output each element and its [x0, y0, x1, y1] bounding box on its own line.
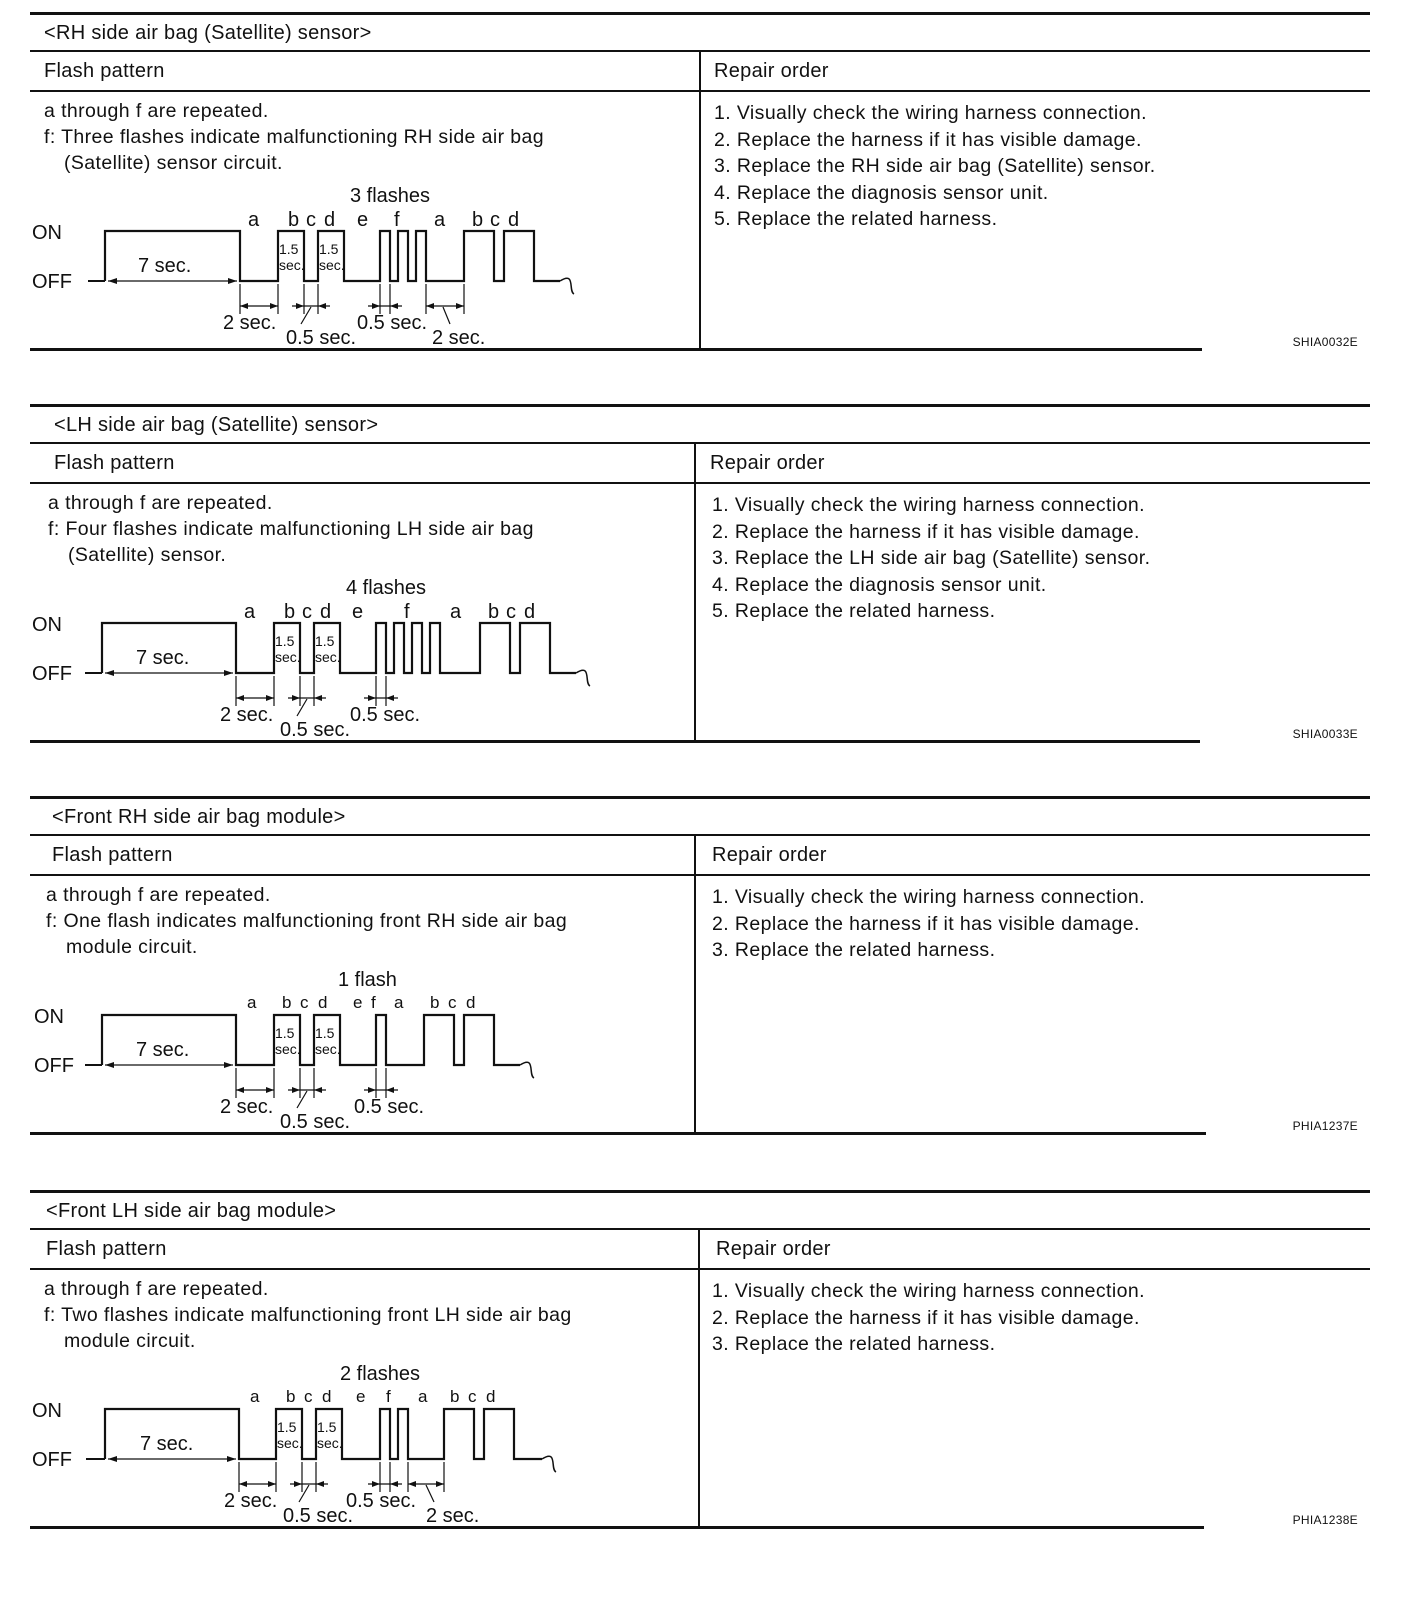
flash-count-label: 1 flash: [338, 969, 397, 991]
half-sec-label: 0.5 sec.: [350, 704, 421, 726]
letter-c: c: [300, 993, 309, 1012]
divider: [30, 1190, 1370, 1193]
letter-f: f: [386, 1387, 391, 1406]
on-label: ON: [32, 614, 62, 636]
letter-c: c: [506, 601, 516, 623]
figure-code: SHIA0033E: [1292, 727, 1358, 741]
letter-b: b: [430, 993, 440, 1012]
repair-step: 2. Replace the harness if it has visible damage.: [712, 1306, 1140, 1329]
flash-description: [44, 98, 544, 176]
letter-c: c: [468, 1387, 477, 1406]
repair-order-header: Repair order: [714, 60, 829, 82]
letter-e: e: [352, 601, 364, 623]
letter-d: d: [320, 601, 332, 623]
half-sec-label: 0.5 sec.: [346, 1490, 417, 1512]
flash-timing-diagram: [30, 566, 670, 744]
column-divider: [699, 50, 701, 350]
flash-pattern-header: Flash pattern: [44, 60, 165, 82]
repair-step: 2. Replace the harness if it has visible damage.: [712, 912, 1140, 935]
letter-d: d: [318, 993, 328, 1012]
repair-step: 5. Replace the related harness.: [712, 600, 996, 622]
letter-a: a: [247, 993, 257, 1012]
desc-line: (Satellite) sensor circuit.: [64, 152, 283, 174]
repair-step: 2. Replace the harness if it has visible damage.: [712, 520, 1140, 543]
letter-a: a: [450, 601, 462, 623]
divider: [30, 442, 1370, 444]
letter-c: c: [306, 209, 316, 231]
divider: [30, 404, 1370, 407]
off-label: OFF: [32, 663, 72, 685]
on-label: ON: [32, 222, 62, 244]
column-divider: [694, 834, 696, 1134]
letter-e: e: [353, 993, 363, 1012]
on-label: ON: [32, 1400, 62, 1422]
letter-b: b: [288, 209, 300, 231]
letter-d: d: [524, 601, 536, 623]
half-sec-label: 0.5 sec.: [280, 1111, 351, 1133]
pulse-duration-label: 1.5: [277, 1419, 297, 1435]
repair-step: 3. Replace the RH side air bag (Satellite) sensor.: [714, 155, 1156, 177]
repair-order-list: [712, 492, 1150, 625]
column-divider: [694, 442, 696, 742]
repair-step: 2. Replace the harness if it has visible damage.: [714, 128, 1142, 151]
flash-timing-diagram: [30, 1352, 670, 1530]
section-title: <RH side air bag (Satellite) sensor>: [44, 22, 372, 44]
on-label: ON: [34, 1006, 64, 1028]
repair-step: 3. Replace the related harness.: [712, 1333, 996, 1355]
two-sec-label: 2 sec.: [223, 312, 277, 334]
seven-sec-label: 7 sec.: [138, 255, 192, 277]
half-sec-label: 0.5 sec.: [354, 1096, 425, 1118]
flash-pattern-header: Flash pattern: [52, 844, 173, 866]
repair-order-header: Repair order: [712, 844, 827, 866]
letter-b: b: [450, 1387, 460, 1406]
letter-d: d: [324, 209, 336, 231]
desc-line: (Satellite) sensor.: [68, 544, 227, 566]
section-lh-satellite-sensor: [30, 404, 1370, 764]
flash-description: [46, 882, 567, 960]
repair-step: 4. Replace the diagnosis sensor unit.: [714, 181, 1049, 204]
two-sec-label: 2 sec.: [220, 704, 274, 726]
letter-b: b: [284, 601, 296, 623]
letter-a: a: [418, 1387, 428, 1406]
divider: [30, 482, 1370, 484]
section-rh-satellite-sensor: [30, 12, 1370, 372]
half-sec-label: 0.5 sec.: [357, 312, 428, 334]
letter-a: a: [248, 209, 260, 231]
section-title: <Front RH side air bag module>: [52, 806, 346, 828]
flash-count-label: 3 flashes: [350, 185, 431, 207]
letter-c: c: [304, 1387, 313, 1406]
pulse-duration-label: 1.5: [317, 1419, 337, 1435]
repair-order-list: [712, 1278, 1145, 1358]
repair-step: 1. Visually check the wiring harness connection.: [712, 494, 1145, 516]
repair-step: 3. Replace the related harness.: [712, 939, 996, 961]
figure-code: PHIA1238E: [1292, 1513, 1358, 1527]
desc-line: f: One flash indicates malfunctioning front RH side air bag: [46, 910, 568, 932]
pulse-duration-label: 1.5: [279, 241, 299, 257]
letter-d: d: [486, 1387, 496, 1406]
figure-code: SHIA0032E: [1292, 335, 1358, 349]
repair-order-header: Repair order: [710, 452, 825, 474]
desc-line: f: Four flashes indicate malfunctioning LH side air bag: [48, 518, 534, 540]
pulse-duration-label: 1.5: [275, 633, 295, 649]
pulse-duration-unit: sec.: [277, 1435, 303, 1451]
seven-sec-label: 7 sec.: [140, 1433, 194, 1455]
letter-c: c: [302, 601, 312, 623]
flash-count-label: 4 flashes: [346, 577, 427, 599]
divider: [30, 12, 1370, 15]
two-sec-label: 2 sec.: [224, 1490, 278, 1512]
desc-line: a through f are repeated.: [48, 492, 273, 514]
letter-a: a: [250, 1387, 260, 1406]
figure-code: PHIA1237E: [1292, 1119, 1358, 1133]
off-label: OFF: [32, 1449, 72, 1471]
half-sec-label: 0.5 sec.: [280, 719, 351, 741]
pulse-duration-unit: sec.: [275, 1041, 301, 1057]
letter-e: e: [356, 1387, 366, 1406]
divider: [30, 834, 1370, 836]
flash-count-label: 2 flashes: [340, 1363, 421, 1385]
pulse-duration-unit: sec.: [315, 1041, 341, 1057]
desc-line: f: Three flashes indicate malfunctioning RH side air bag: [44, 126, 545, 148]
repair-step: 5. Replace the related harness.: [714, 208, 998, 230]
repair-step: 3. Replace the LH side air bag (Satellite) sensor.: [712, 547, 1151, 569]
seven-sec-label: 7 sec.: [136, 647, 190, 669]
letter-f: f: [394, 209, 400, 231]
flash-timing-diagram: [30, 174, 670, 352]
flash-pattern-header: Flash pattern: [54, 452, 175, 474]
letter-b: b: [286, 1387, 296, 1406]
letter-b: b: [472, 209, 484, 231]
letter-d: d: [466, 993, 476, 1012]
pulse-duration-label: 1.5: [319, 241, 339, 257]
flash-timing-diagram: [30, 958, 670, 1136]
pulse-duration-unit: sec.: [315, 649, 341, 665]
flash-description: [48, 490, 534, 568]
letter-c: c: [490, 209, 500, 231]
flash-description: [44, 1276, 572, 1354]
desc-line: module circuit.: [66, 936, 198, 958]
section-title: <LH side air bag (Satellite) sensor>: [54, 414, 379, 436]
divider: [30, 1228, 1370, 1230]
section-front-lh-module: [30, 1190, 1370, 1550]
desc-line: a through f are repeated.: [46, 884, 271, 906]
column-divider: [698, 1228, 700, 1528]
half-sec-label: 0.5 sec.: [286, 327, 357, 349]
pulse-duration-label: 1.5: [315, 1025, 335, 1041]
letter-a: a: [434, 209, 446, 231]
off-label: OFF: [34, 1055, 74, 1077]
desc-line: module circuit.: [64, 1330, 196, 1352]
letter-f: f: [404, 601, 410, 623]
off-label: OFF: [32, 271, 72, 293]
pulse-duration-label: 1.5: [275, 1025, 295, 1041]
divider: [30, 1268, 1370, 1270]
letter-c: c: [448, 993, 457, 1012]
repair-order-list: [712, 884, 1145, 964]
letter-d: d: [508, 209, 520, 231]
desc-line: f: Two flashes indicate malfunctioning front LH side air bag: [44, 1304, 572, 1326]
letter-a: a: [394, 993, 404, 1012]
flash-pattern-header: Flash pattern: [46, 1238, 167, 1260]
letter-d: d: [322, 1387, 332, 1406]
pulse-duration-unit: sec.: [275, 649, 301, 665]
repair-step: 1. Visually check the wiring harness connection.: [712, 886, 1145, 908]
letter-f: f: [371, 993, 376, 1012]
pulse-duration-label: 1.5: [315, 633, 335, 649]
section-title: <Front LH side air bag module>: [46, 1200, 337, 1222]
two-sec-label: 2 sec.: [432, 327, 486, 349]
section-front-rh-module: [30, 796, 1370, 1156]
divider: [30, 874, 1370, 876]
two-sec-label: 2 sec.: [426, 1505, 480, 1527]
pulse-duration-unit: sec.: [319, 257, 345, 273]
seven-sec-label: 7 sec.: [136, 1039, 190, 1061]
repair-order-header: Repair order: [716, 1238, 831, 1260]
letter-b: b: [488, 601, 500, 623]
repair-order-list: [714, 100, 1156, 233]
repair-step: 1. Visually check the wiring harness connection.: [712, 1280, 1145, 1302]
pulse-duration-unit: sec.: [279, 257, 305, 273]
letter-b: b: [282, 993, 292, 1012]
repair-step: 4. Replace the diagnosis sensor unit.: [712, 573, 1047, 596]
desc-line: a through f are repeated.: [44, 100, 269, 122]
two-sec-label: 2 sec.: [220, 1096, 274, 1118]
repair-step: 1. Visually check the wiring harness connection.: [714, 102, 1147, 124]
pulse-duration-unit: sec.: [317, 1435, 343, 1451]
letter-e: e: [357, 209, 369, 231]
letter-a: a: [244, 601, 256, 623]
divider: [30, 796, 1370, 799]
half-sec-label: 0.5 sec.: [283, 1505, 354, 1527]
desc-line: a through f are repeated.: [44, 1278, 269, 1300]
